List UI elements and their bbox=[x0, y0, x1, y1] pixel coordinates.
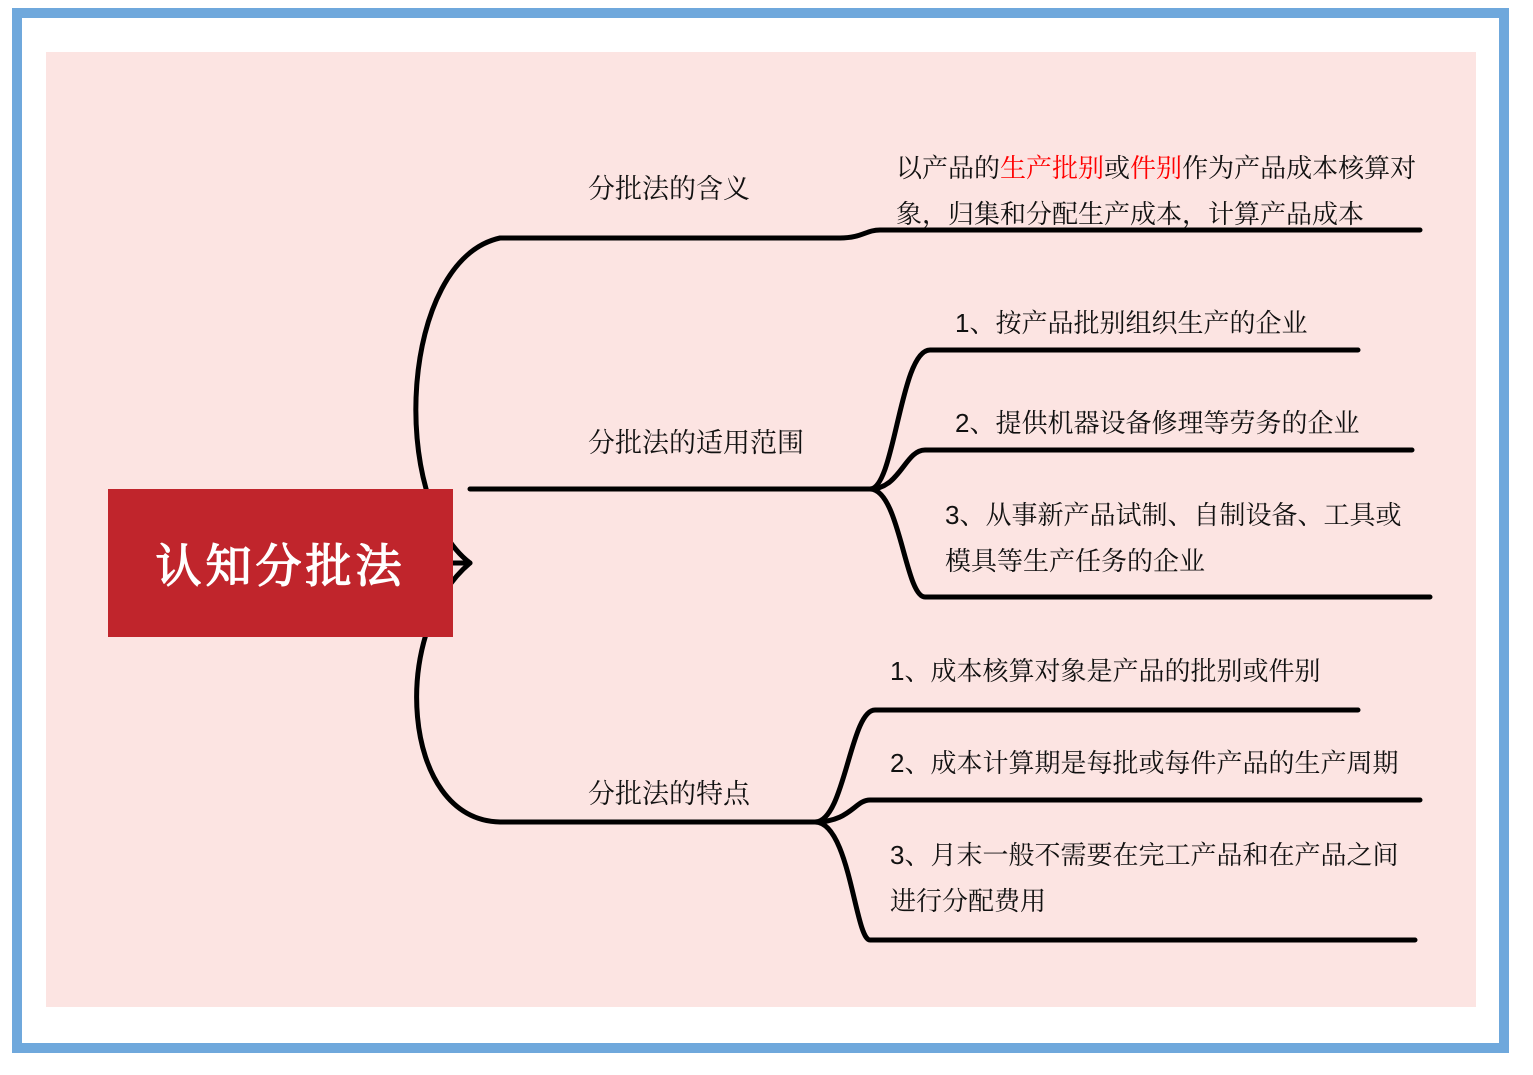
branch-label-scope[interactable]: 分批法的适用范围 bbox=[588, 428, 804, 458]
branch-label-features[interactable]: 分批法的特点 bbox=[588, 779, 750, 809]
leaf-feature-3: 3、月末一般不需要在完工产品和在产品之间进行分配费用 bbox=[890, 840, 1399, 916]
leaf-feature-2: 2、成本计算期是每批或每件产品的生产周期 bbox=[890, 748, 1399, 778]
leaf-scope-2: 2、提供机器设备修理等劳务的企业 bbox=[955, 408, 1360, 438]
root-label: 认知分批法 bbox=[155, 540, 406, 592]
leaf-feature-1: 1、成本核算对象是产品的批别或件别 bbox=[890, 656, 1321, 686]
leaf-scope-3: 3、从事新产品试制、自制设备、工具或模具等生产任务的企业 bbox=[945, 500, 1402, 576]
mindmap-root-node[interactable] bbox=[108, 489, 453, 637]
branch-label-meaning[interactable]: 分批法的含义 bbox=[588, 174, 750, 204]
leaf-scope-1: 1、按产品批别组织生产的企业 bbox=[955, 308, 1308, 338]
leaf-meaning-1: 以产品的生产批别或件别作为产品成本核算对象，归集和分配生产成本，计算产品成本 bbox=[896, 153, 1417, 229]
